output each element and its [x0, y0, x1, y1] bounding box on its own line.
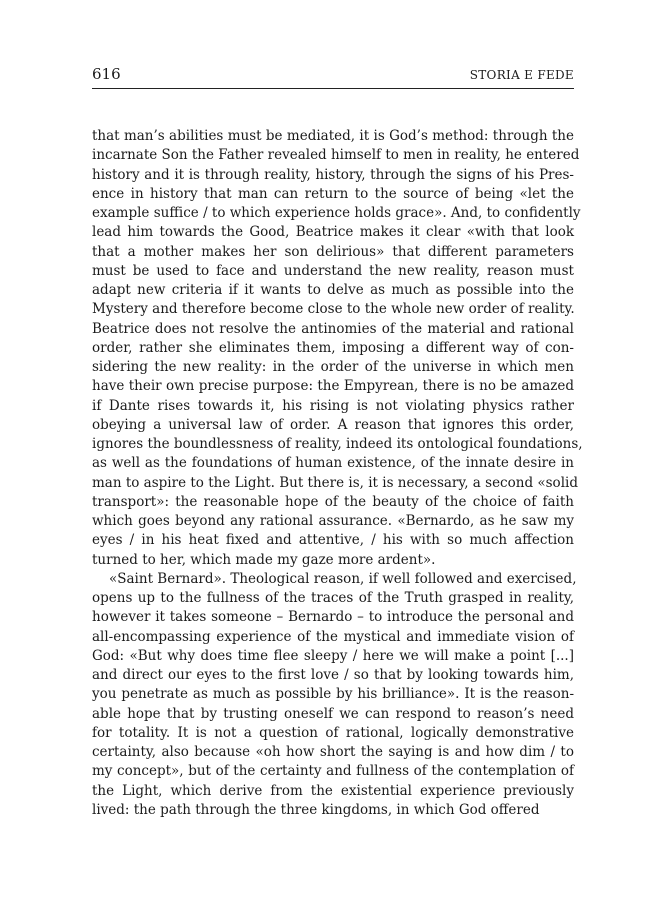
text-line: my concept», but of the certainty and fullness of the contemplation of	[92, 763, 574, 780]
text-line: if Dante rises towards it, his rising is not violating physics rather	[92, 397, 574, 414]
running-head: STORIA E FEDE	[469, 68, 574, 82]
text-line: however it takes someone – Bernardo – to introduce the personal and	[92, 609, 574, 626]
text-line: incarnate Son the Father revealed himself to men in reality, he entered	[92, 147, 580, 164]
text-line: opens up to the fullness of the traces of the Truth grasped in reality,	[92, 590, 574, 606]
text-line: sidering the new reality: in the order of the universe in which men	[92, 359, 574, 375]
text-line: ignores the boundlessness of reality, indeed its ontological foundations,	[92, 436, 583, 452]
text-line: able hope that by trusting oneself we can respond to reason’s need	[92, 705, 574, 722]
text-line: obeying a universal law of order. A reason that ignores this order,	[92, 416, 574, 433]
paragraph	[92, 127, 583, 570]
text-line: that a mother makes her son delirious» that different parameters	[92, 243, 574, 260]
text-line: history and it is through reality, history, through the signs of his Pres-	[92, 166, 574, 183]
text-line: Beatrice does not resolve the antinomies of the material and rational	[92, 320, 574, 337]
text-line: order, rather she eliminates them, imposing a different way of con-	[92, 339, 574, 356]
text-line: must be used to face and understand the new reality, reason must	[92, 262, 574, 279]
text-line: that man’s abilities must be mediated, it is God’s method: through the	[92, 128, 574, 144]
page-number: 616	[92, 65, 121, 83]
text-line: as well as the foundations of human existence, of the innate desire in	[92, 455, 574, 472]
text-line: the Light, which derive from the existential experience previously	[92, 782, 574, 799]
paragraph	[92, 570, 577, 820]
text-line: God: «But why does time flee sleepy / here we will make a point [...]	[92, 647, 574, 664]
text-line: example suffice / to which experience holds grace». And, to confidently	[92, 205, 581, 221]
text-line: lived: the path through the three kingdoms, in which God offered	[92, 801, 540, 818]
text-line: «Saint Bernard». Theological reason, if well followed and exercised,	[109, 570, 577, 587]
text-line: turned to her, which made my gaze more ardent».	[92, 551, 436, 568]
text-line: ence in history that man can return to the source of being «let the	[92, 185, 574, 202]
text-line: adapt new criteria if it wants to delve as much as possible into the	[92, 282, 574, 298]
text-line: eyes / in his heat fixed and attentive, / his with so much affection	[92, 532, 574, 549]
text-line: lead him towards the Good, Beatrice makes it clear «with that look	[92, 224, 574, 241]
text-line: Mystery and therefore become close to the whole new order of reality.	[92, 301, 575, 318]
text-line: have their own precise purpose: the Empyrean, there is no be amazed	[92, 378, 574, 395]
text-line: and direct our eyes to the first love / so that by looking towards him,	[92, 667, 574, 683]
text-line: certainty, also because «oh how short the saying is and how dim / to	[92, 744, 574, 760]
text-line: man to aspire to the Light. But there is, it is necessary, a second «solid	[92, 474, 578, 491]
text-line: for totality. It is not a question of rational, logically demonstrative	[92, 724, 574, 741]
page-header	[92, 66, 574, 89]
text-line: transport»: the reasonable hope of the beauty of the choice of faith	[92, 493, 574, 510]
body-text	[92, 127, 583, 820]
text-line: which goes beyond any rational assurance. «Bernardo, as he saw my	[92, 513, 574, 529]
text-line: you penetrate as much as possible by his brilliance». It is the reason-	[92, 686, 574, 703]
text-line: all-encompassing experience of the mystical and immediate vision of	[92, 628, 574, 645]
